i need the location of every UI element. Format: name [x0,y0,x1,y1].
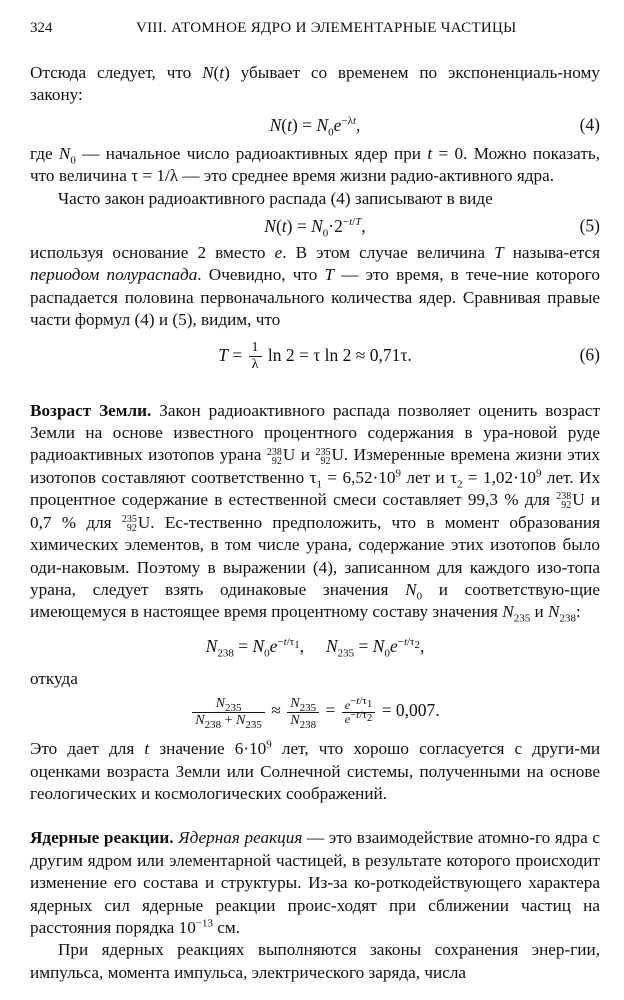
equation-number-4: (4) [579,114,600,135]
heading-earth-age: Возраст Земли. [30,400,152,420]
heading-nuclear-reactions: Ядерные реакции. [30,828,174,848]
paragraph-conservation-laws: При ядерных реакциях выполняются законы сохранения энер-гии, импульса, момента импульса, электрического заряда, числа [30,940,600,982]
paragraph-mean-lifetime: где $N_0$ — начальное число радиоактивных ядер при t = 0. Можно показать, что величина τ = 1/λ — это среднее время жизни радио-активного ядра. [30,143,600,186]
running-title: VIII. АТОМНОЕ ЯДРО И ЭЛЕМЕНТАРНЫЕ ЧАСТИЦЫ [136,20,517,36]
paragraph-half-life: используя основание 2 вместо e. В этом случае величина T называ-ется периодом полураспада. Очевидно, что T — это время, в тече-ние которого распадается половина первоначального количества ядер. Сравнивая правые части формул (4) и (5), видим, что [30,243,601,330]
word-otkuda: откуда [30,668,78,688]
paragraph-base-two: Часто закон радиоактивного распада (4) записывают в виде [58,188,493,208]
page [30,20,600,984]
equation-4: $N(t) = N_0e^{-\lambda t}$, (4) [269,114,600,139]
term-nuclear-reaction: Ядерная реакция [178,828,303,848]
equation-6: T = $\frac{1}{\lambda}$ ln 2 = τ ln 2 ≈ 0,71τ. (6) [218,340,600,373]
section-earth-age: Возраст Земли. Закон радиоактивного распада позволяет оценить возраст Земли на основе известного процентного содержания в ура-новой руде радиоактивных изотопов урана 238 92 U и 235 92 U. Измеренные времена жизни этих изотопов составляют соответственно $\tau_1 = 6,52\cdot 10^9$ лет и $\tau_2 = 1,02\cdot 10^9$ лет. Их процентное содержание в естественной смеси составляет 99,3 % для 238 92 U и 0,7 % для 235 92 U. Ес-тественно предположить, что в момент образования химических элементов, в том числе урана, содержание этих изотопов было оди-наковым. Поэтому в выражении (4), записанном для каждого изо-топа урана, следует взять одинаковые значения $N_0$ и соответствую-щие имеющемуся в настоящее время процентному составу значения $N_{235}$ и $N_{238}$: [30,400,601,625]
term-half-life: периодом полураспада [30,265,198,285]
equation-n238-n235: $N_{238} = N_0e^{-t/\tau_1}$, $N_{235} = N_0e^{-t/\tau_2}$, [205,635,425,660]
equation-5: $N(t) = N_0\cdot 2^{-t/T}$, (5) [264,215,600,240]
equation-number-6: (6) [579,344,600,365]
equation-number-5: (5) [579,215,600,236]
section-nuclear-reactions: Ядерные реакции. Ядерная реакция — это взаимодействие атомно-го ядра с другим ядром или элементарной частицей, в результате которого происходит изменение его состава и структуры. Из-за ко-роткодействующего характера ядерных сил ядерные реакции проис-ходят при сближении частиц на расстояния порядка $10^{-13}$ см. [30,828,601,937]
page-number: 324 [30,20,53,36]
paragraph-exp-law: Отсюда следует, что N(t) убывает со временем по экспоненциаль-ному закону: [30,63,600,105]
page-header [30,20,600,44]
paragraph-earth-age-result: Это дает для t значение $6\cdot 10^9$ лет, что хорошо согласуется с други-ми оценками возраста Земли или Солнечной системы, полученными на основе геологических и космологических соображений. [30,738,601,803]
equation-ratio: $\frac{N_{235}}{N_{238} + N_{235}}$ ≈ $\frac{N_{235}}{N_{238}}$ = $\frac{e^{-t/\tau_1}}{e^{-t/\tau_2}}$ = 0,007. [30,690,600,730]
